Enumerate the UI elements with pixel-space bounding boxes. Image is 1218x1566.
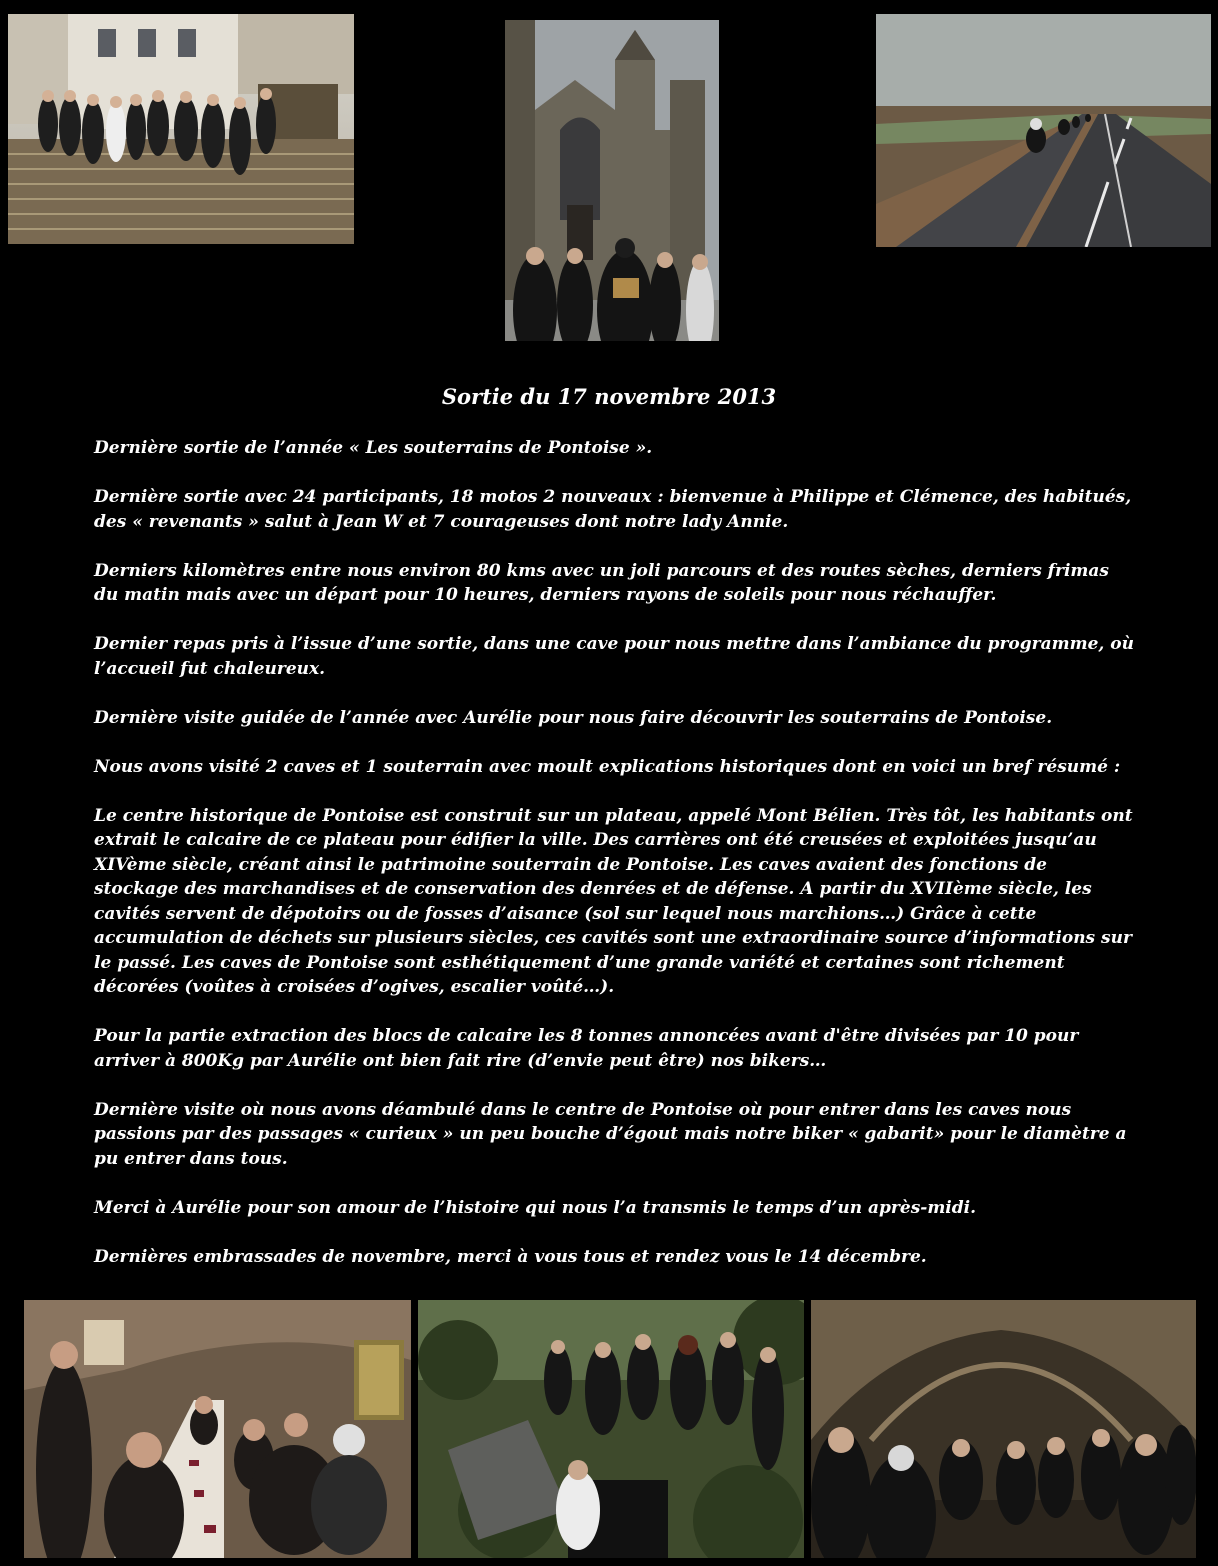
vaulted-cave-group-photo: [811, 1300, 1196, 1558]
paragraph: Le centre historique de Pontoise est construit sur un plateau, appelé Mont Bélien. Très tôt, les habitants ont extrait le calcaire de ce plateau pour édifier la ville. Des carrières ont été creusées et exploitées jusqu’au XIVème siècle, créant ainsi le patrimoine souterrain de Pontoise. Les caves avaient des fonctions de stockage des marchandises et de conservation des denrées et de défense. A partir du XVIIème siècle, les cavités servent de dépotoirs ou de fosses d’aisance (sol sur lequel nous marchions…) Grâce à cette accumulation de déchets sur plusieurs siècles, ces cavités sont une extraordinaire source d’informations sur le passé. Les caves de Pontoise sont esthétiquement d’une grande variété et certaines sont richement décorées (voûtes à croisées d’ogives, escalier voûté…).: [94, 805, 1133, 997]
paragraph: Pour la partie extraction des blocs de calcaire les 8 tonnes annoncées avant d'être divisées par 10 pour arriver à 800Kg par Aurélie ont bien fait rire (d’envie peut être) nos bikers…: [94, 1026, 1079, 1071]
paragraph: Dernières embrassades de novembre, merci à vous tous et rendez vous le 14 décembre.: [94, 1246, 927, 1267]
church-visit-photo: [505, 20, 719, 341]
motorcycles-on-road-photo: [876, 14, 1211, 247]
page-title: Sortie du 17 novembre 2013: [441, 384, 777, 409]
group-on-stairs-photo: [8, 14, 354, 244]
cave-restaurant-meal-photo: [24, 1300, 411, 1558]
paragraph: Dernière sortie de l’année « Les souterrains de Pontoise ».: [94, 438, 653, 458]
underground-entrance-photo: [418, 1300, 804, 1558]
article-body: [94, 436, 1134, 1294]
paragraph: Dernière visite où nous avons déambulé dans le centre de Pontoise où pour entrer dans les caves nous passions par des passages « curieux » un peu bouche d’égout mais notre biker « gabarit» pour le diamètre a pu entrer dans tous.: [94, 1099, 1127, 1169]
paragraph: Dernière visite guidée de l’année avec Aurélie pour nous faire découvrir les souterrains de Pontoise.: [94, 707, 1053, 728]
paragraph: Derniers kilomètres entre nous environ 80 kms avec un joli parcours et des routes sèches, derniers frimas du matin mais avec un départ pour 10 heures, derniers rayons de soleils pour nous réchauffer.: [94, 560, 1109, 605]
paragraph: Nous avons visité 2 caves et 1 souterrain avec moult explications historiques dont en voici un bref résumé :: [94, 756, 1121, 777]
paragraph: Merci à Aurélie pour son amour de l’histoire qui nous l’a transmis le temps d’un après-midi.: [94, 1197, 977, 1218]
paragraph: Dernière sortie avec 24 participants, 18 motos 2 nouveaux : bienvenue à Philippe et Clémence, des habitués, des « revenants » salut à Jean W et 7 courageuses dont notre lady Annie.: [94, 487, 1132, 532]
paragraph: Dernier repas pris à l’issue d’une sortie, dans une cave pour nous mettre dans l’ambiance du programme, où l’accueil fut chaleureux.: [94, 634, 1134, 679]
